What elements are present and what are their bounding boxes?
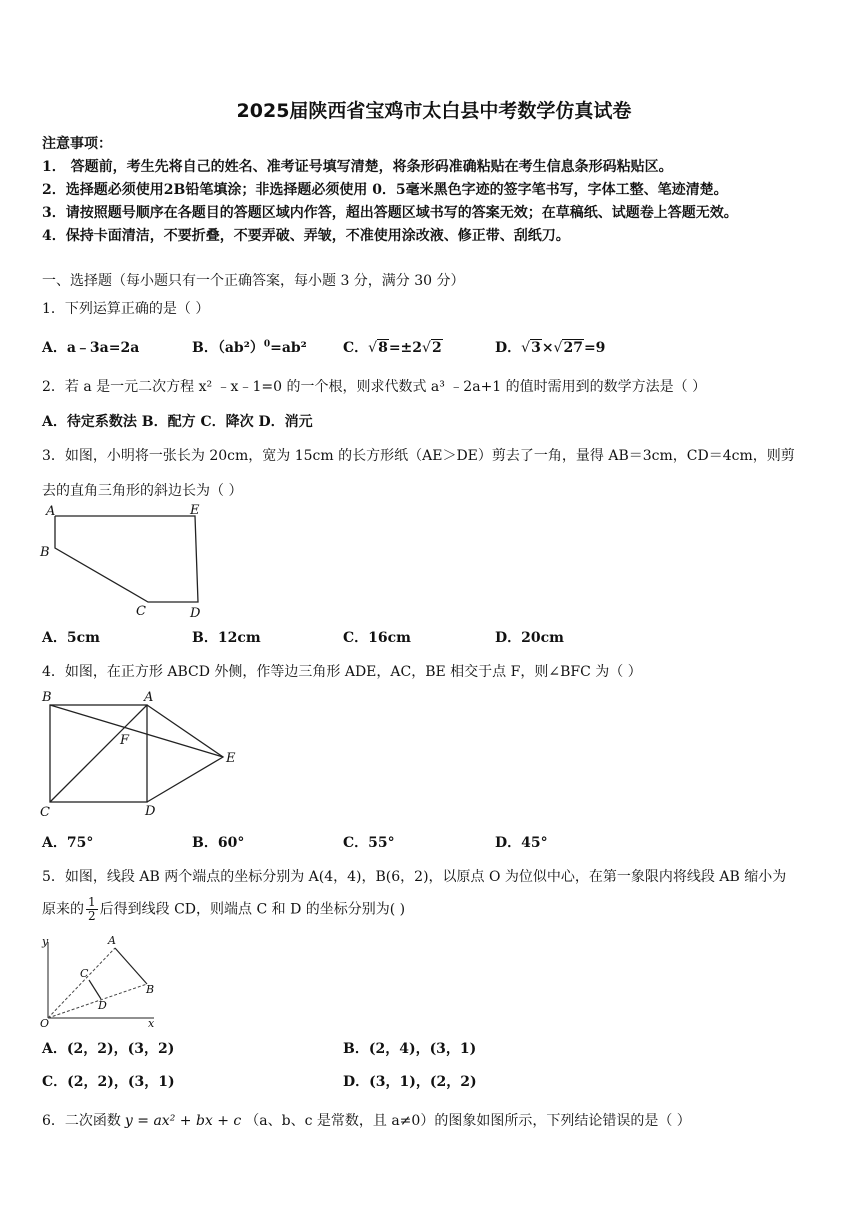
- q3-option-c: C．16cm: [343, 630, 411, 646]
- q1-option-b: B．$(ab^2)^0=ab^2$: [192, 339, 307, 356]
- q5-label-o: O: [40, 1017, 50, 1030]
- q5-label-a: A: [108, 934, 116, 947]
- q4-figure: [38, 688, 248, 820]
- notice-item: 3．请按照题号顺序在各题目的答题区域内作答，超出答题区域书写的答案无效；在草稿纸、试题卷上答题无效。: [42, 205, 738, 221]
- q4-label-b: B: [42, 690, 52, 705]
- q4-label-d: D: [145, 804, 156, 819]
- q4-label-e: E: [226, 751, 236, 766]
- question-1-stem: 1．下列运算正确的是（ ）: [42, 301, 210, 317]
- notice-item: 2．选择题必须使用2B铅笔填涂；非选择题必须使用 0．5毫米黑色字迹的签字笔书写，字体工整、笔迹清楚。: [42, 182, 728, 198]
- notice-item: 4．保持卡面清洁，不要折叠，不要弄破、弄皱，不准使用涂改液、修正带、刮纸刀。: [42, 228, 570, 244]
- q3-pentagon: [55, 516, 198, 602]
- section-heading: 一、选择题（每小题只有一个正确答案，每小题 3 分，满分 30 分）: [42, 273, 465, 289]
- q5-label-y: y: [42, 935, 49, 948]
- q4-option-d: D．45°: [495, 835, 548, 851]
- question-3-line2: 去的直角三角形的斜边长为（ ）: [42, 483, 243, 499]
- q5-option-a: A．(2，2)，(3，2): [42, 1041, 175, 1057]
- q2-options: A．待定系数法 B．配方 C．降次 D．消元: [42, 414, 313, 430]
- q5-label-x: x: [148, 1017, 155, 1030]
- page-title: 2025届陕西省宝鸡市太白县中考数学仿真试卷: [236, 100, 632, 122]
- q3-figure: [38, 500, 218, 622]
- q3-label-d: D: [190, 606, 201, 621]
- question-4-stem: 4．如图，在正方形 ABCD 外侧，作等边三角形 ADE，AC，BE 相交于点 F，则∠BFC 为（ ）: [42, 664, 642, 680]
- q4-option-a: A．75°: [42, 835, 94, 851]
- notice-item: 1． 答题前，考生先将自己的姓名、准考证号填写清楚，将条形码准确粘贴在考生信息条形码粘贴区。: [42, 159, 673, 175]
- q5-figure: [38, 932, 168, 1032]
- q3-option-b: B．12cm: [192, 630, 261, 646]
- q4-label-a: A: [144, 690, 154, 705]
- q1-option-d: D．√3×√27=9: [495, 340, 606, 356]
- question-2-stem: 2．若 a 是一元二次方程 x² ﹣x﹣1=0 的一个根，则求代数式 a³ ﹣2a+1 的值时需用到的数学方法是（ ）: [42, 379, 707, 395]
- q5-option-c: C．(2，2)，(3，1): [42, 1074, 175, 1090]
- q3-label-c: C: [136, 604, 146, 619]
- fraction-half: $\frac{1}{2}$: [88, 895, 96, 923]
- question-3-line1: 3．如图，小明将一张长为 20cm，宽为 15cm 的长方形纸（AE＞DE）剪去了一角，量得 AB＝3cm，CD＝4cm，则剪: [42, 448, 795, 464]
- q3-label-a: A: [46, 504, 56, 519]
- q5-option-b: B．(2，4)，(3，1): [343, 1041, 477, 1057]
- q5-label-d: D: [98, 999, 107, 1012]
- q3-option-a: A．5cm: [42, 630, 100, 646]
- q1-option-a: A．a﹣3a=2a: [42, 340, 140, 356]
- question-5-line2: 原来的 $\frac{1}{2}$ 后得到线段 CD，则端点 C 和 D 的坐标分别为( ): [42, 895, 406, 923]
- q5-segment-ab: [115, 948, 147, 984]
- notice-heading: 注意事项：: [42, 136, 112, 152]
- q5-label-b: B: [146, 983, 155, 996]
- question-5-line1: 5．如图，线段 AB 两个端点的坐标分别为 A(4，4)，B(6，2)，以原点 O 为位似中心，在第一象限内将线段 AB 缩小为: [42, 869, 787, 885]
- q3-label-b: B: [40, 545, 50, 560]
- q3-option-d: D．20cm: [495, 630, 564, 646]
- q4-option-b: B．60°: [192, 835, 245, 851]
- q4-option-c: C．55°: [343, 835, 395, 851]
- question-6-stem: 6．二次函数 y = ax² + bx + c （a、b、c 是常数，且 a≠0）的图象如图所示，下列结论错误的是（ ）: [42, 1113, 691, 1129]
- q4-label-f: F: [120, 733, 130, 748]
- q5-segment-cd: [89, 980, 101, 999]
- q6-formula: y = ax² + bx + c: [124, 1113, 242, 1129]
- q3-label-e: E: [190, 503, 200, 518]
- q1-option-c: C．√8=±2√2: [343, 340, 442, 356]
- q5-option-d: D．(3，1)，(2，2): [343, 1074, 477, 1090]
- q4-label-c: C: [40, 805, 50, 820]
- q5-label-c: C: [80, 967, 89, 980]
- q4-segment-be: [50, 705, 223, 757]
